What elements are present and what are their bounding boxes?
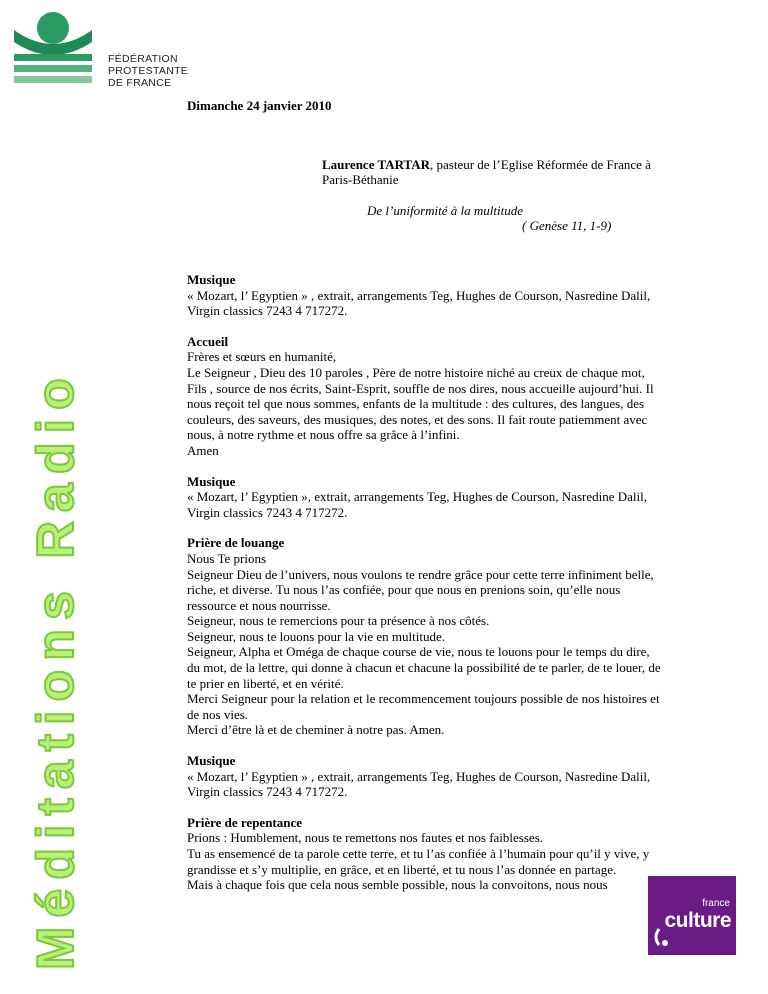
text-line: Seigneur Dieu de l’univers, nous voulons te rendre grâce pour cette terre infiniment belle,: [187, 566, 654, 582]
text-line: du mot, de la lettre, qui donne à chacun et chacune la possibilité de te parler, de te louer, de: [187, 660, 661, 676]
text-line: Seigneur, nous te louons pour la vie en multitude.: [187, 628, 445, 644]
text-line: Nous Te prions: [187, 550, 267, 566]
section-musique-2: [187, 474, 727, 521]
france-culture-small: france: [702, 898, 730, 909]
text-line: grandisse et s’y multiplie, en grâce, et en liberté, et tu nous l’as donnée en partage.: [187, 861, 617, 877]
section-accueil: [187, 334, 727, 459]
text-line: Merci Seigneur pour la relation et le recommencement toujours possible de nos histoires et: [187, 691, 660, 707]
text-line: « Mozart, l’ Egyptien » , extrait, arrangements Teg, Hughes de Courson, Nasredine Dalil,: [187, 768, 651, 784]
text-line: riche, et diverse. Tu nous l’as confiée, pour que nous en prenions soin, qu’elle nous: [187, 582, 621, 598]
sermon-reference: ( Genèse 11, 1-9): [522, 218, 612, 233]
text-line: Frères et sœurs en humanité,: [187, 349, 337, 365]
side-title: [27, 120, 85, 970]
author-block: [322, 157, 722, 187]
text-line: Prions : Humblement, nous te remettons nos fautes et nos faiblesses.: [187, 830, 544, 846]
text-line: Le Seigneur , Dieu des 10 paroles , Père de notre histoire niché au creux de chaque mot,: [187, 364, 645, 380]
text-line: Seigneur, Alpha et Oméga de chaque course de vie, nous te louons pour le temps du dire,: [187, 644, 650, 660]
fpf-logo: [8, 6, 203, 88]
side-title-text: Méditations Radio: [27, 369, 85, 970]
text-line: Tu as ensemencé de ta parole cette terre, et tu l’as confiée à l’humain pour qu’il y vive, y: [187, 846, 650, 861]
text-line: Virgin classics 7243 4 717272.: [187, 784, 348, 800]
text-line: « Mozart, l’ Egyptien », extrait, arrangements Teg, Hughes de Courson, Nasredine Dalil,: [187, 489, 647, 505]
section-heading: Prière de louange: [187, 535, 285, 551]
author-role: , pasteur de l’Eglise Réformée de France à: [430, 157, 651, 172]
text-line: de nos vies.: [187, 706, 249, 722]
text-line: Virgin classics 7243 4 717272.: [187, 504, 348, 520]
text-line: nous, à notre rythme et nous offre sa grâce à l’infini.: [187, 427, 460, 443]
section-priere-repentance: [187, 815, 727, 893]
document-body: [187, 272, 727, 908]
text-line: nous reçoit tel que nous sommes, enfants de la multitude : des cultures, des langues, des: [187, 396, 645, 412]
section-heading: Musique: [187, 473, 236, 489]
author-name: Laurence TARTAR: [322, 157, 430, 172]
text-line: ressource et nous nourrisse.: [187, 597, 331, 613]
text-line: Mais à chaque fois que cela nous semble possible, nous la convoitons, nous nous: [187, 877, 608, 893]
text-line: couleurs, des saveurs, des musiques, des notes, et des sons. Il fait route patiemment avec: [187, 411, 648, 427]
text-line: Amen: [187, 442, 219, 458]
sermon-title: De l’uniformité à la multitude: [367, 203, 523, 218]
fpf-line-1: FÉDÉRATION: [108, 53, 178, 65]
fpf-name: [108, 53, 188, 89]
text-line: Merci d’être là et de cheminer à notre pas. Amen.: [187, 722, 445, 738]
fpf-line-3: DE FRANCE: [108, 77, 172, 89]
section-heading: Accueil: [187, 333, 229, 349]
text-line: « Mozart, l’ Egyptien » , extrait, arrangements Teg, Hughes de Courson, Nasredine Dalil,: [187, 287, 651, 303]
section-musique-1: [187, 272, 727, 319]
text-line: Virgin classics 7243 4 717272.: [187, 303, 348, 319]
france-culture-big: culture: [664, 909, 731, 932]
fpf-emblem-icon: [8, 6, 98, 88]
france-culture-logo: [648, 876, 736, 955]
text-line: te prier en liberté, et en vérité.: [187, 675, 344, 691]
fpf-line-2: PROTESTANTE: [108, 65, 189, 77]
section-priere-louange: [187, 535, 727, 738]
section-musique-3: [187, 753, 727, 800]
text-line: Fils , source de nos écrits, Saint-Esprit, souffle de nos dires, nous accueille aujourd’hui. Il: [187, 380, 654, 396]
text-line: Seigneur, nous te remercions pour ta présence à nos côtés.: [187, 613, 490, 629]
section-heading: Musique: [187, 753, 236, 769]
section-heading: Prière de repentance: [187, 814, 303, 830]
author-parish: Paris-Béthanie: [322, 172, 399, 187]
section-heading: Musique: [187, 272, 236, 287]
document-date: Dimanche 24 janvier 2010: [187, 98, 332, 113]
